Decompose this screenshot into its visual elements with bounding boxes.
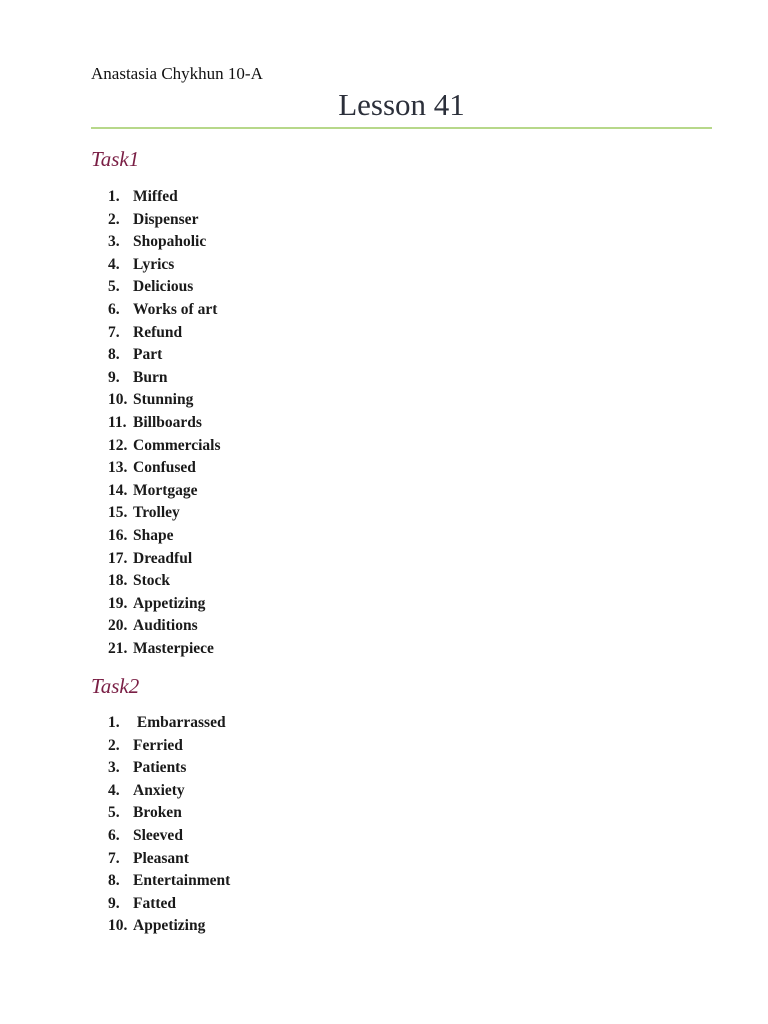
list-item [108, 412, 221, 435]
list-item [108, 712, 230, 735]
list-item [108, 231, 221, 254]
list-item-number: 6. [108, 826, 120, 844]
list-item-text: Burn [133, 368, 168, 386]
list-item-number: 14. [108, 481, 128, 499]
list-item [108, 299, 221, 322]
list-item-text: Auditions [133, 617, 198, 635]
list-item-number: 10. [108, 917, 128, 935]
list-item-text: Ferried [133, 736, 183, 754]
list-item [108, 893, 230, 916]
list-item-number: 4. [108, 781, 120, 799]
task1-heading: Task1 [91, 147, 140, 171]
list-item [108, 344, 221, 367]
list-item [108, 186, 221, 209]
list-item [108, 802, 230, 825]
list-item-number: 6. [108, 300, 120, 318]
list-item-number: 11. [108, 413, 127, 431]
list-item [108, 915, 230, 938]
list-item-number: 10. [108, 391, 128, 409]
list-item-text: Confused [133, 459, 196, 477]
list-item [108, 502, 221, 525]
list-item [108, 780, 230, 803]
list-item-number: 8. [108, 872, 120, 890]
list-item-text: Appetizing [133, 594, 206, 612]
task1-list [108, 186, 221, 660]
task2-heading: Task2 [91, 674, 140, 698]
list-item-text: Works of art [133, 300, 218, 318]
list-item-text: Pleasant [133, 849, 189, 867]
list-item [108, 435, 221, 458]
list-item-number: 1. [108, 188, 120, 205]
list-item [108, 570, 221, 593]
list-item-text: Stock [133, 572, 171, 590]
list-item [108, 870, 230, 893]
list-item-number: 5. [108, 804, 120, 822]
list-item-text: Delicious [133, 278, 194, 296]
list-item-number: 19. [108, 594, 128, 612]
list-item [108, 254, 221, 277]
list-item-number: 9. [108, 894, 120, 912]
list-item [108, 735, 230, 758]
list-item-number: 7. [108, 323, 120, 341]
list-item-number: 13. [108, 459, 128, 477]
list-item-number: 12. [108, 436, 128, 454]
list-item-number: 1. [108, 714, 120, 731]
list-item-text: Miffed [133, 188, 178, 205]
list-item-number: 21. [108, 639, 128, 657]
list-item [108, 209, 221, 232]
list-item [108, 593, 221, 616]
list-item-number: 20. [108, 617, 128, 635]
list-item-text: Trolley [133, 504, 180, 522]
list-item-text: Sleeved [133, 826, 183, 844]
list-item-number: 4. [108, 255, 120, 273]
list-item-number: 2. [108, 210, 120, 228]
list-item-text: Masterpiece [133, 639, 214, 657]
list-item-text: Billboards [133, 413, 202, 431]
list-item [108, 276, 221, 299]
list-item-number: 7. [108, 849, 120, 867]
list-item [108, 615, 221, 638]
list-item-text: Broken [133, 804, 182, 822]
list-item-text: Dispenser [133, 210, 199, 228]
list-item [108, 322, 221, 345]
list-item-text: Patients [133, 759, 187, 777]
list-item-number: 3. [108, 759, 120, 777]
page-title: Lesson 41 [338, 87, 465, 122]
list-item-text: Mortgage [133, 481, 198, 499]
author-line: Anastasia Chykhun 10-A [91, 64, 263, 83]
list-item-number: 16. [108, 526, 128, 544]
list-item-number: 18. [108, 572, 128, 590]
list-item [108, 389, 221, 412]
list-item-text: Anxiety [133, 781, 185, 799]
list-item [108, 757, 230, 780]
list-item [108, 457, 221, 480]
list-item-number: 5. [108, 278, 120, 296]
list-item-text: Stunning [133, 391, 194, 409]
list-item [108, 848, 230, 871]
list-item-text: Commercials [133, 436, 221, 454]
list-item-text: Fatted [133, 894, 177, 912]
list-item-number: 8. [108, 346, 120, 364]
list-item [108, 367, 221, 390]
list-item-text: Part [133, 346, 163, 364]
list-item-text: Shopaholic [133, 233, 207, 251]
list-item-text: Appetizing [133, 917, 206, 935]
list-item [108, 525, 221, 548]
task2-list [108, 712, 230, 938]
list-item-number: 9. [108, 368, 120, 386]
list-item-text: Lyrics [133, 255, 175, 273]
list-item-text: Entertainment [133, 872, 231, 890]
list-item-number: 3. [108, 233, 120, 251]
list-item-number: 15. [108, 504, 128, 522]
list-item-number: 17. [108, 549, 128, 567]
list-item [108, 638, 221, 661]
list-item-text: Dreadful [133, 549, 193, 567]
list-item [108, 825, 230, 848]
list-item-number: 2. [108, 736, 120, 754]
list-item-text: Refund [133, 323, 183, 341]
list-item-text: Shape [133, 526, 174, 544]
list-item [108, 480, 221, 503]
list-item [108, 548, 221, 571]
list-item-text: Embarrassed [133, 714, 226, 731]
title-divider [91, 127, 712, 129]
